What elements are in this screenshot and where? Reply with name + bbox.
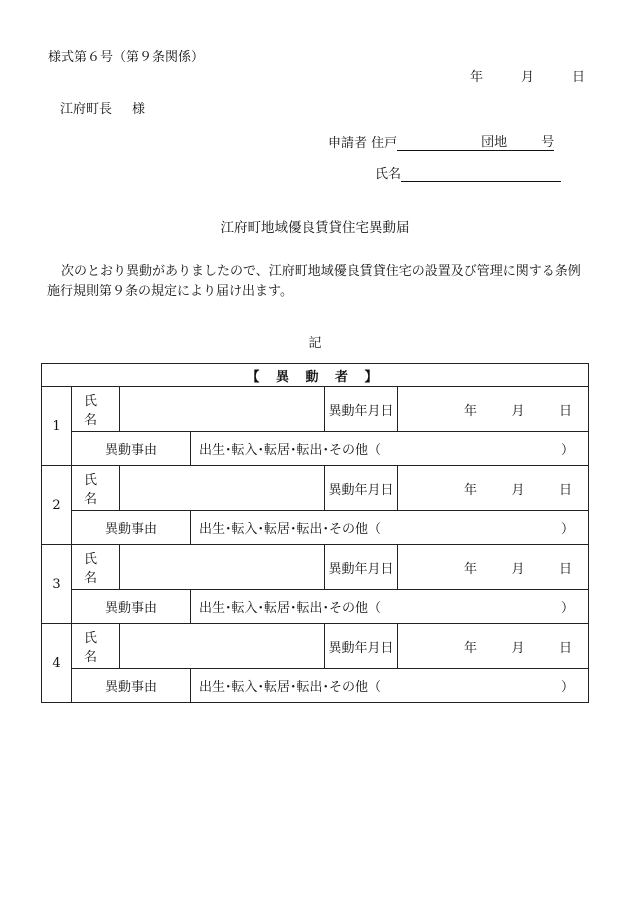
form-number: 様式第６号（第９条関係）: [48, 50, 205, 65]
date-label-cell: 異動年月日: [325, 387, 398, 432]
month-label: 月: [511, 640, 525, 656]
applicant-address-line: [328, 131, 554, 151]
name-label-cell: 氏 名: [72, 624, 120, 669]
year-label: 年: [464, 403, 478, 419]
row-number: 4: [42, 624, 72, 703]
row-number: 2: [42, 466, 72, 545]
date-input-cell[interactable]: [398, 387, 589, 432]
table-row: [42, 511, 589, 545]
date-month-label: 月: [520, 70, 534, 85]
name-input-cell[interactable]: [120, 466, 325, 511]
addressee: [60, 98, 145, 117]
reason-options: 出生･転入･転居･転出･その他（: [199, 522, 382, 537]
reason-input-cell[interactable]: [191, 511, 589, 545]
day-label: 日: [559, 403, 573, 419]
date-input-cell[interactable]: [398, 545, 589, 590]
reason-options: 出生･転入･転居･転出･その他（: [199, 601, 382, 616]
year-label: 年: [464, 640, 478, 656]
body-text: 次のとおり異動がありましたので、江府町地域優良賃貸住宅の設置及び管理に関する条例施行規則第９条の規定により届け出ます。: [47, 264, 581, 299]
mover-table: [41, 363, 589, 703]
reason-options: 出生･転入･転居･転出･その他（: [199, 443, 382, 458]
date-input-cell[interactable]: [398, 466, 589, 511]
month-label: 月: [511, 561, 525, 577]
name-label-cell: 氏 名: [72, 466, 120, 511]
table-row: [42, 624, 589, 669]
name-label-cell: 氏 名: [72, 545, 120, 590]
applicant-name-line: [375, 163, 561, 182]
month-label: 月: [511, 482, 525, 498]
number-label: 号: [541, 131, 554, 151]
date-day-label: 日: [571, 70, 585, 85]
name-label: 氏名: [375, 167, 402, 182]
table-row: [42, 387, 589, 432]
table-row: [42, 432, 589, 466]
reason-label-cell: 異動事由: [72, 432, 191, 466]
table-row: [42, 466, 589, 511]
table-header: 【 異 動 者 】: [42, 364, 589, 387]
table-row: [42, 545, 589, 590]
reason-label-cell: 異動事由: [72, 511, 191, 545]
year-label: 年: [464, 561, 478, 577]
date-label-cell: 異動年月日: [325, 545, 398, 590]
reason-input-cell[interactable]: [191, 590, 589, 624]
reason-options: 出生･転入･転居･転出･その他（: [199, 680, 382, 695]
day-label: 日: [559, 640, 573, 656]
reason-close: ）: [561, 601, 575, 616]
day-label: 日: [559, 561, 573, 577]
year-label: 年: [464, 482, 478, 498]
complex-label: 団地: [481, 131, 507, 151]
row-number: 1: [42, 387, 72, 466]
reason-input-cell[interactable]: [191, 669, 589, 703]
addressee-name: 江府町長: [60, 102, 113, 117]
table-row: [42, 669, 589, 703]
month-label: 月: [511, 403, 525, 419]
name-input-cell[interactable]: [120, 624, 325, 669]
reason-input-cell[interactable]: [191, 432, 589, 466]
submission-date: [470, 66, 585, 85]
address-complex-field[interactable]: [397, 136, 481, 151]
name-label-cell: 氏 名: [72, 387, 120, 432]
reason-close: ）: [561, 522, 575, 537]
day-label: 日: [559, 482, 573, 498]
reason-label-cell: 異動事由: [72, 669, 191, 703]
name-input-cell[interactable]: [120, 545, 325, 590]
address-label: 住戸: [371, 136, 398, 151]
address-number-field[interactable]: [507, 136, 541, 151]
name-input-cell[interactable]: [120, 387, 325, 432]
date-label-cell: 異動年月日: [325, 624, 398, 669]
applicant-name-field[interactable]: [401, 167, 561, 182]
date-input-cell[interactable]: [398, 624, 589, 669]
document-title: 江府町地域優良賃貸住宅異動届: [220, 220, 410, 236]
row-number: 3: [42, 545, 72, 624]
date-label-cell: 異動年月日: [325, 466, 398, 511]
date-year-label: 年: [470, 70, 484, 85]
reason-close: ）: [561, 443, 575, 458]
reason-label-cell: 異動事由: [72, 590, 191, 624]
addressee-honorific: 様: [132, 102, 146, 117]
applicant-label: 申請者: [328, 136, 368, 151]
reason-close: ）: [561, 680, 575, 695]
table-row: [42, 590, 589, 624]
ki-heading: 記: [308, 336, 322, 351]
